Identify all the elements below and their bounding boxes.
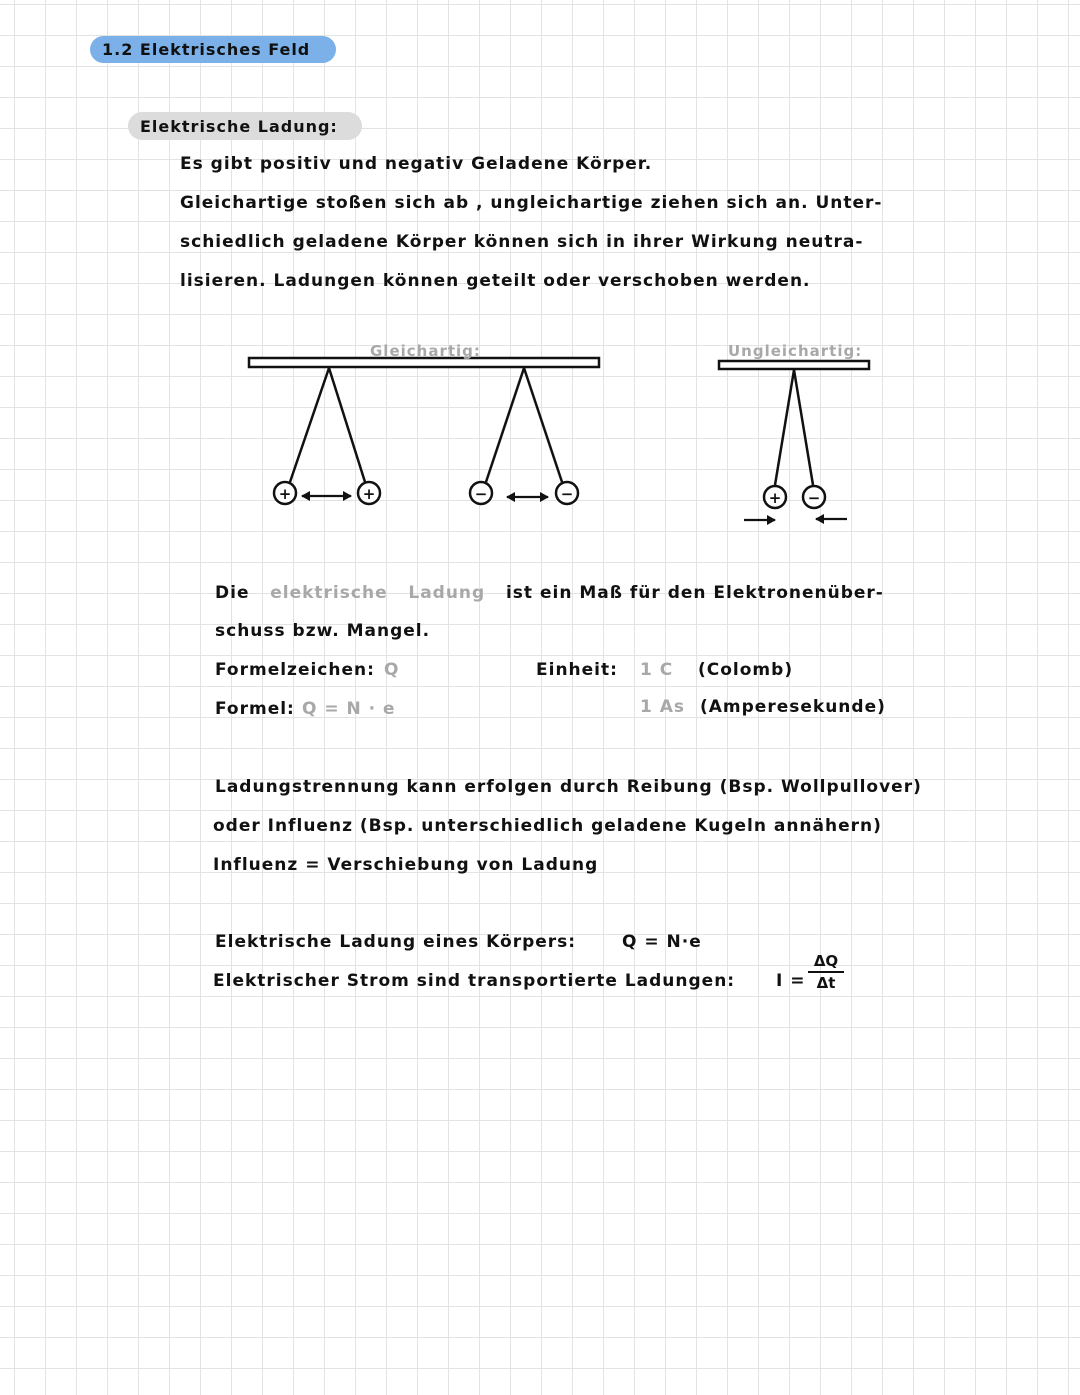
section-title: 1.2 Elektrisches Feld	[102, 40, 311, 59]
definition-line-1	[215, 583, 884, 603]
label-gleichartig: Gleichartig:	[370, 342, 481, 360]
highlight-elektrische: elektrische	[270, 583, 388, 603]
fraction-numerator: ΔQ	[813, 952, 839, 970]
formelzeichen-value: Q	[384, 660, 400, 680]
plus-sign: +	[278, 485, 292, 503]
summary-line-2-lhs: I =	[776, 971, 806, 991]
minus-sign: −	[560, 485, 574, 503]
subsection-title: Elektrische Ladung:	[140, 116, 338, 136]
definition-text-rest: ist ein Maß für den Elektronenüber-	[505, 583, 884, 603]
current-fraction	[808, 952, 844, 992]
label-ungleichartig: Ungleichartig:	[728, 342, 863, 360]
einheit-2-name: (Amperesekunde)	[700, 697, 886, 717]
definition-line-2: schuss bzw. Mangel.	[215, 621, 431, 641]
definition-text-start: Die	[215, 583, 250, 603]
summary-line-1-formula: Q = N·e	[622, 932, 702, 952]
thread	[794, 370, 813, 485]
intro-line-1: Es gibt positiv und negativ Geladene Körper.	[180, 154, 653, 174]
fraction-denominator: Δt	[816, 974, 836, 992]
highlight-ladung: Ladung	[408, 583, 486, 603]
fraction-bar	[808, 971, 844, 973]
intro-line-3: schiedlich geladene Körper können sich in ihrer Wirkung neutra-	[180, 232, 864, 252]
separation-line-1: Ladungstrennung kann erfolgen durch Reibung (Bsp. Wollpullover)	[215, 777, 922, 797]
thread	[775, 370, 794, 485]
einheit-1-value: 1 C	[640, 660, 674, 680]
formel-label: Formel:	[215, 699, 295, 719]
separation-line-3: Influenz = Verschiebung von Ladung	[213, 855, 599, 875]
beam-right	[719, 361, 869, 369]
plus-sign: +	[362, 485, 376, 503]
einheit-label: Einheit:	[536, 660, 618, 680]
plus-sign: +	[768, 489, 782, 507]
intro-line-2: Gleichartige stoßen sich ab , ungleichartige ziehen sich an. Unter-	[180, 193, 883, 213]
thread	[329, 368, 365, 482]
minus-sign: −	[807, 489, 821, 507]
summary-line-2-text: Elektrischer Strom sind transportierte Ladungen:	[213, 971, 736, 991]
thread	[524, 368, 562, 482]
formelzeichen-label: Formelzeichen:	[215, 660, 375, 680]
minus-sign: −	[474, 485, 488, 503]
separation-line-2: oder Influenz (Bsp. unterschiedlich geladene Kugeln annähern)	[213, 816, 882, 836]
formel-value: Q = N · e	[302, 699, 396, 719]
einheit-1-name: (Colomb)	[698, 660, 794, 680]
intro-line-4: lisieren. Ladungen können geteilt oder verschoben werden.	[180, 271, 811, 291]
thread	[290, 368, 329, 482]
einheit-2-value: 1 As	[640, 697, 686, 717]
thread	[486, 368, 524, 482]
summary-line-1-text: Elektrische Ladung eines Körpers:	[215, 932, 577, 952]
